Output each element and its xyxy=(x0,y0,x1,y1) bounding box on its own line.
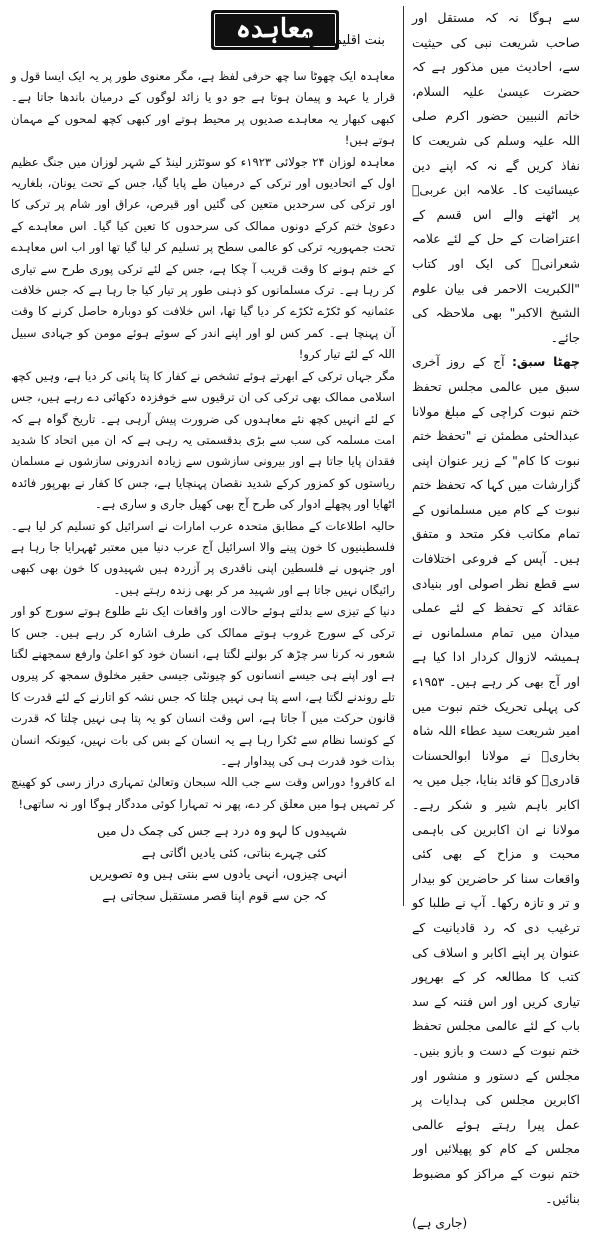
poem-line: کہ جن سے قوم اپنا قصر مستقبل سجاتی ہے xyxy=(102,888,327,903)
article-paragraph: سے ہوگا نہ کہ مستقل اور صاحب شریعت نبی کی حیثیت سے، احادیث میں مذکور ہے کہ حضرت عیسیٰ علیہ السلام، خاتم النبیین حضور اکرم صلی اللہ علیہ وسلم کی شریعت کا نفاذ کریں گے نہ کہ اپنے دین عیسائیت کا۔ علامہ ابن عربیؒ پر اٹھنے والے اس قسم کے اعتراضات کے حل کے لئے علامہ شعرانیؒ کی ایک اور کتاب "الکبریت الاحمر فی بیان علوم الشیخ الاکبر" بھی ملاحظہ کی جائے۔ xyxy=(412,10,580,345)
article-paragraph: اے کافرو! دوراس وقت سے جب اللہ سبحان وتعالیٰ تمہاری دراز رسی کو کھینچ کر تمہیں ہوا میں معلق کر دے، پھر نہ تمہارا کوئی مددگار ہوگا اور نہ ساتھی! xyxy=(11,775,395,811)
continued-note: (جاری ہے) xyxy=(412,1215,468,1231)
section-paragraph xyxy=(412,350,580,1211)
article-title: معاہدہ xyxy=(235,14,315,45)
article-paragraph: دنیا کے تیزی سے بدلتے ہوئے حالات اور واقعات ایک نئے طلوع ہوتے سورج کو اور ترکی کے سورج غروب ہوتے ممالک کی طرف اشارہ کر رہے ہیں۔ جس کا شعور نہ کرنا سر چڑھ کر بولنے لگتا ہے، انسان خود کو اعلیٰ وارفع سمجھنے لگتا ہے اور اپنے ہی جیسے انسانوں کو چیونٹی جیسی حقیر مخلوق سمجھ کر پیروں تلے روندنے لگتا ہے، اسے پتا ہی نہیں چلتا کہ جس نشہ کو اتارنے کے لئے قدرت کا قانون حرکت میں آ جاتا ہے، اس وقت انسان کو یہ پتا ہی نہیں چلتا کہ قدرت کے کونسا نظام سے ٹکرا رہا ہے یہ انسان کے بس کی بات نہیں، کیونکہ انسان بذات خود قدرت ہی کی پیداوار ہے۔ xyxy=(11,604,395,768)
article-paragraph: مگر جہاں ترکی کے ابھرتے ہوئے تشخص نے کفار کا پتا پانی کر دیا ہے، وہیں کچھ اسلامی ممالک بھی ترکی کی ان ترقیوں سے خوفزدہ دکھائی دے رہے ہیں، جس کے لئے انہیں کچھ نئے معاہدوں کی ضرورت پیش آرہی ہے۔ تاریخ گواہ ہے کہ امت مسلمہ کی سب سے بڑی بدقسمتی یہ رہی ہے کہ ان میں اتحاد کا شدید فقدان پایا جاتا ہے اور بیرونی سازشوں سے زیادہ اندرونی سازشوں نے مسلمان ریاستوں کو کمزور کرکے شدید نقصان پہنچایا ہے، جس کا کفار نے بھرپور فائدہ اٹھایا اور پچھلے ادوار کی طرح آج بھی کھیل جاری و ساری ہے۔ xyxy=(11,368,395,512)
poem-line: کئی چہرے بناتی، کئی یادیں اگاتی ہے xyxy=(141,845,327,860)
section-text: آج کے روز آخری سبق میں عالمی مجلس تحفظ ختم نبوت کراچی کے مبلغ مولانا عبدالحئی مطمئن نے "تحفظ ختم نبوت کا کام" کے زیر عنوان اپنی گزارشات میں کہا کہ تحفظ ختم نبوت کے کام میں مسلمانوں کے تمام مکاتب فکر متحد و متفق ہیں۔ آپس کے فروعی اختلافات سے قطع نظر اصولی اور بنیادی عقائد کے تحفظ کے لئے عملی میدان میں تمام مسلمانوں نے ہمیشہ لازوال کردار ادا کیا ہے اور آج بھی کر رہے ہیں۔ ۱۹۵۳ء کی پہلی تحریک ختم نبوت میں امیر شریعت سید عطاء اللہ شاہ بخاریؒ نے مولانا ابوالحسنات قادریؒ کو قائد بنایا، جیل میں یہ اکابر باہم شیر و شکر رہے۔ مولانا نے ان اکابرین کی باہمی محبت و مزاح کے بھی کئی واقعات سنا کر حاضرین کو بیدار و تر و تازہ رکھا۔ آپ نے طلبا کو ترغیب دی کہ رد قادیانیت کے عنوان پر اپنے اکابر و اسلاف کی کتب کا مطالعہ کر کے بھرپور تیاری کریں اور اس فتنہ کے سد باب کے لئے عالمی مجلس تحفظ ختم نبوت کے دست و بازو بنیں۔ مجلس کے دستور و منشور اور اکابرین مجلس کی ہدایات پر عمل پیرا رہتے ہوئے عالمی مجلس کے کام کو پھیلائیں اور ختم نبوت کے مراکز کو مضبوط بنائیں۔ xyxy=(412,354,580,1206)
article-column xyxy=(5,0,401,907)
article-paragraph: حالیہ اطلاعات کے مطابق متحدہ عرب امارات نے اسرائیل کو تسلیم کر لیا ہے۔ فلسطینیوں کا خون پینے والا اسرائیل آج عرب دنیا میں معتبر ٹھہرایا جا رہا ہے اور جنہوں نے فلسطین اپنی ناقدری پر آزردہ ہیں شہیدوں کا خون بھی کبھی رائیگاں نہیں جاتا ہے اور شہید مر کر بھی زندہ رہتے ہیں۔ xyxy=(11,518,395,597)
author-byline: بنت اقلیم قدوائی xyxy=(292,33,385,48)
article-header xyxy=(11,4,395,66)
poem-line: شہیدوں کا لہو وہ درد ہے جس کی چمک دل میں xyxy=(96,824,347,839)
poem-line: انہی چیزوں، انہی یادوں سے بنتی ہیں وہ تصویریں xyxy=(89,867,347,882)
article-paragraph: معاہدہ لوزان ۲۴ جولائی ۱۹۲۳ء کو سوئٹزر لینڈ کے شہر لوزان میں جنگ عظیم اول کے اتحادیوں اور ترکی کے درمیان طے پایا گیا، جس کے تحت یونان، بلغاریہ اور ترکی کی سرحدیں متعین کی گئیں اور قبرص، عراق اور شام پر ترکی کا دعویٰ ختم کرکے دونوں ممالک کی سرحدوں کا تعین کیا گیا۔ اس معاہدے کے تحت جمہوریہ ترکی کو عالمی سطح پر تسلیم کر لیا گیا تھا اور اب اس معاہدے کے ختم ہونے کا وقت قریب آ چکا ہے، جس کے لئے ترکی پوری طرح سے تیاری کر رہا ہے۔ ترک مسلمانوں کو ذہنی طور پر تیار کیا جا رہا ہے کہ جس خلافت عثمانیہ کو ٹکڑے ٹکڑے کر دیا گیا تھا، اس خلافت کو دوبارہ حاصل کرنے کا وقت آن پہنچا ہے۔ کمر کس لو اور اپنے اندر کے سوئے ہوئے مومن کو جہادی سبیل اللہ کے لئے تیار کرو! xyxy=(11,154,396,362)
column-divider xyxy=(403,6,404,906)
section-label: چھٹا سبق: xyxy=(511,354,580,370)
article-paragraph: معاہدہ ایک چھوٹا سا چھ حرفی لفظ ہے، مگر معنوی طور پر یہ ایک ایسا قول و قرار یا عہد و پیمان ہوتا ہے جو دو یا زائد لوگوں کے درمیان باندھا جاتا ہے۔ کبھی کبھار یہ معاہدے صدیوں پر محیط ہوتے اور کبھی کچھ لمحوں کے مہمان ہوتے ہیں! xyxy=(11,69,395,148)
poem-verse xyxy=(11,821,395,907)
continued-article-column xyxy=(408,0,586,1236)
